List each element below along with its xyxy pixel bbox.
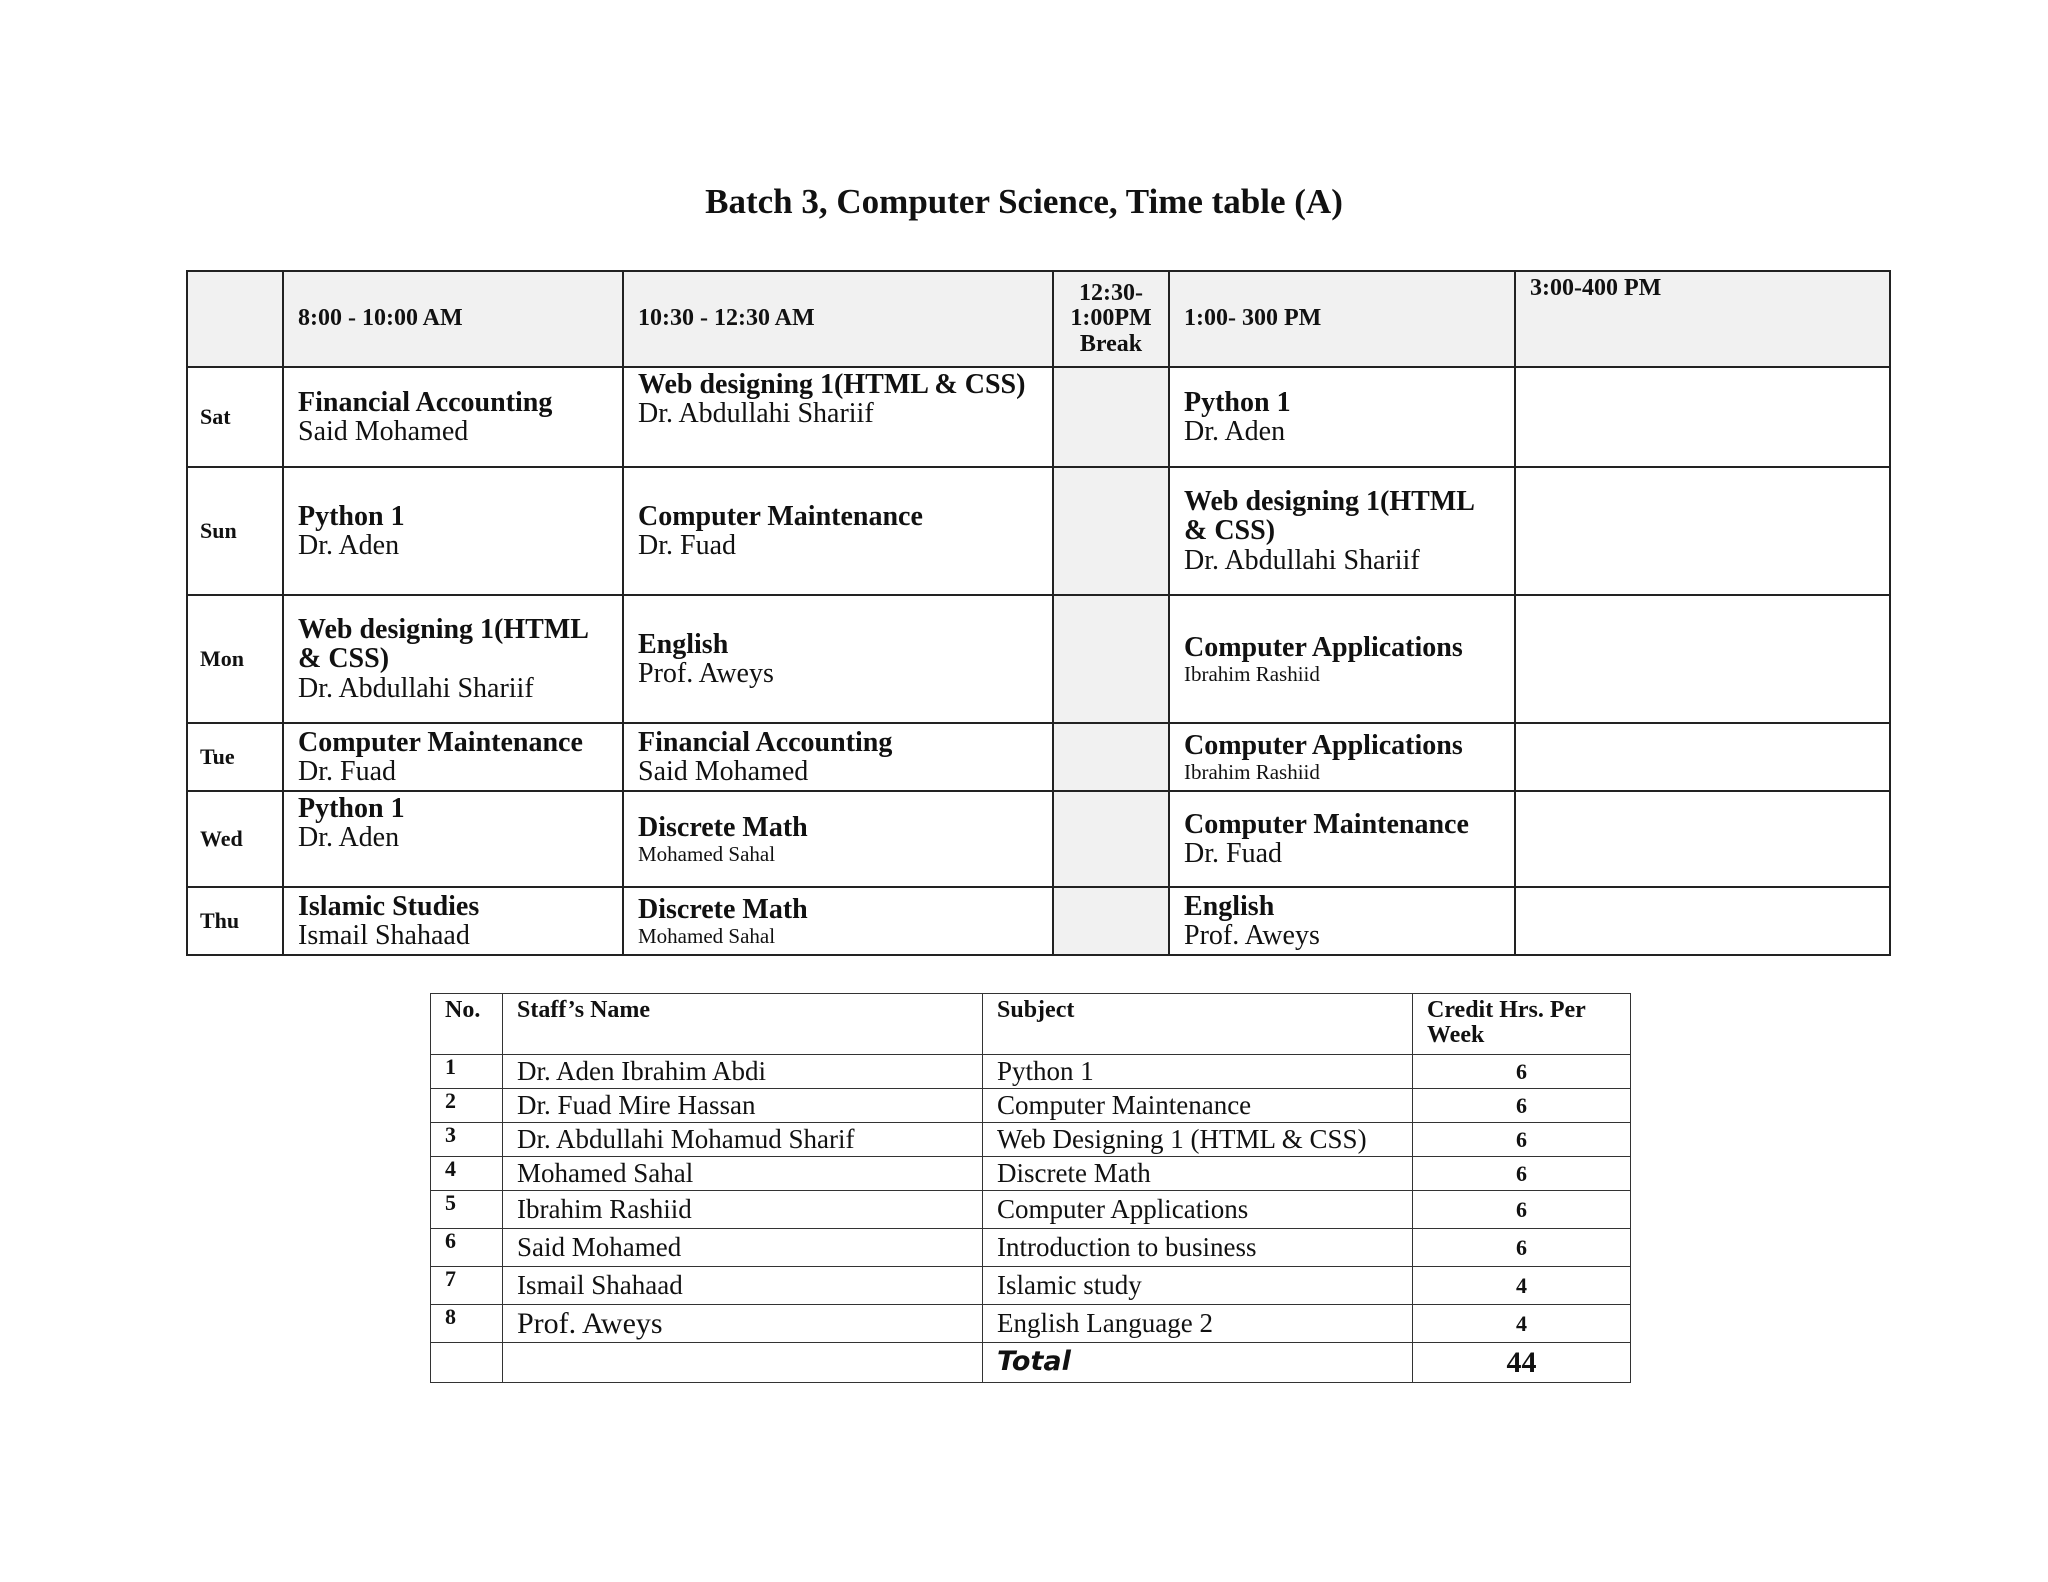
teacher-name: Dr. Aden <box>1184 416 1286 447</box>
day-label: Sun <box>187 467 283 595</box>
empty-cell <box>1515 723 1890 791</box>
teacher-name: Dr. Fuad <box>1184 838 1282 869</box>
subject-name: Web designing 1(HTML & CSS) <box>298 613 588 675</box>
staff-subject: Python 1 <box>983 1055 1413 1089</box>
timetable <box>186 270 1891 956</box>
day-row-sat <box>187 367 1890 467</box>
teacher-name: Mohamed Sahal <box>638 841 776 866</box>
staff-subject: Discrete Math <box>983 1157 1413 1191</box>
column-header: Subject <box>983 994 1413 1055</box>
empty-cell <box>1515 367 1890 467</box>
staff-name: Said Mohamed <box>503 1229 983 1267</box>
day-label: Sat <box>187 367 283 467</box>
class-cell <box>1169 595 1515 723</box>
empty-cell <box>1515 791 1890 887</box>
staff-name: Dr. Fuad Mire Hassan <box>503 1089 983 1123</box>
subject-name: Web designing 1(HTML & CSS) <box>638 369 1026 400</box>
empty-cell <box>1515 887 1890 955</box>
class-cell <box>623 723 1053 791</box>
class-cell <box>283 887 623 955</box>
row-number: 6 <box>431 1229 503 1267</box>
empty-cell <box>431 1343 503 1383</box>
teacher-name: Prof. Aweys <box>1184 920 1320 951</box>
day-label: Thu <box>187 887 283 955</box>
class-cell <box>283 467 623 595</box>
teacher-name: Dr. Abdullahi Shariif <box>298 672 534 704</box>
corner-cell <box>187 271 283 367</box>
subject-name: Computer Applications <box>1184 730 1463 762</box>
total-hours: 44 <box>1413 1343 1631 1383</box>
teacher-name: Ismail Shahaad <box>298 920 470 951</box>
break-cell <box>1053 367 1169 467</box>
teacher-name: Mohamed Sahal <box>638 923 776 948</box>
credit-hours: 6 <box>1413 1055 1631 1089</box>
total-label: Total <box>983 1343 1413 1383</box>
teacher-name: Dr. Fuad <box>638 530 736 561</box>
table-row <box>431 1267 1631 1305</box>
teacher-name: Dr. Abdullahi Shariif <box>1184 544 1420 576</box>
credit-hours: 4 <box>1413 1267 1631 1305</box>
day-row-thu <box>187 887 1890 955</box>
class-cell <box>1169 367 1515 467</box>
subject-name: Discrete Math <box>638 812 808 844</box>
staff-name: Prof. Aweys <box>503 1305 983 1343</box>
class-cell <box>623 367 1053 467</box>
column-header: No. <box>431 994 503 1055</box>
day-row-mon <box>187 595 1890 723</box>
day-label: Tue <box>187 723 283 791</box>
day-row-sun <box>187 467 1890 595</box>
staff-header-row <box>431 994 1631 1055</box>
teacher-name: Said Mohamed <box>298 416 469 447</box>
break-cell <box>1053 467 1169 595</box>
staff-subject: Introduction to business <box>983 1229 1413 1267</box>
day-label: Mon <box>187 595 283 723</box>
empty-cell <box>1515 467 1890 595</box>
page-title: Batch 3, Computer Science, Time table (A) <box>705 182 1343 221</box>
subject-name: English <box>638 628 729 660</box>
staff-table <box>430 993 1631 1383</box>
staff-subject: English Language 2 <box>983 1305 1413 1343</box>
credit-hours: 6 <box>1413 1123 1631 1157</box>
row-number: 1 <box>431 1055 503 1089</box>
staff-name: Dr. Aden Ibrahim Abdi <box>503 1055 983 1089</box>
subject-name: Discrete Math <box>638 894 808 926</box>
subject-name: Computer Maintenance <box>638 500 923 532</box>
row-number: 4 <box>431 1157 503 1191</box>
table-row <box>431 1157 1631 1191</box>
break-header-line: 1:00PM <box>1070 305 1152 332</box>
staff-subject: Web Designing 1 (HTML & CSS) <box>983 1123 1413 1157</box>
day-row-tue <box>187 723 1890 791</box>
empty-cell <box>1515 595 1890 723</box>
teacher-name: Said Mohamed <box>638 756 809 787</box>
column-header: Staff’s Name <box>503 994 983 1055</box>
class-cell <box>283 723 623 791</box>
subject-name: Financial Accounting <box>638 726 893 758</box>
break-cell <box>1053 791 1169 887</box>
class-cell <box>623 791 1053 887</box>
slot-header: 10:30 - 12:30 AM <box>623 271 1053 367</box>
empty-cell <box>503 1343 983 1383</box>
break-cell <box>1053 887 1169 955</box>
credit-hours: 6 <box>1413 1229 1631 1267</box>
class-cell <box>623 887 1053 955</box>
teacher-name: Prof. Aweys <box>638 658 774 689</box>
class-cell <box>623 595 1053 723</box>
table-row <box>431 1123 1631 1157</box>
row-number: 3 <box>431 1123 503 1157</box>
row-number: 2 <box>431 1089 503 1123</box>
teacher-name: Ibrahim Rashiid <box>1184 661 1320 686</box>
subject-name: Computer Maintenance <box>1184 808 1469 840</box>
subject-name: Python 1 <box>298 500 405 532</box>
row-number: 8 <box>431 1305 503 1343</box>
subject-name: English <box>1184 890 1275 922</box>
class-cell <box>283 791 623 887</box>
table-row <box>431 1191 1631 1229</box>
credit-hours: 6 <box>1413 1157 1631 1191</box>
day-row-wed <box>187 791 1890 887</box>
class-cell <box>1169 723 1515 791</box>
class-cell <box>283 595 623 723</box>
class-cell <box>1169 887 1515 955</box>
table-row <box>431 1229 1631 1267</box>
subject-name: Islamic Studies <box>298 890 480 922</box>
credit-hours: 4 <box>1413 1305 1631 1343</box>
subject-name: Financial Accounting <box>298 386 553 418</box>
class-cell <box>1169 791 1515 887</box>
table-row <box>431 1305 1631 1343</box>
staff-name: Ismail Shahaad <box>503 1267 983 1305</box>
subject-name: Python 1 <box>1184 386 1291 418</box>
class-cell <box>623 467 1053 595</box>
teacher-name: Dr. Aden <box>298 530 400 561</box>
slot-header: 1:00- 300 PM <box>1169 271 1515 367</box>
total-row <box>431 1343 1631 1383</box>
staff-name: Mohamed Sahal <box>503 1157 983 1191</box>
teacher-name: Dr. Abdullahi Shariif <box>638 398 874 430</box>
table-row <box>431 1089 1631 1123</box>
break-header-line: Break <box>1079 330 1143 357</box>
staff-subject: Islamic study <box>983 1267 1413 1305</box>
staff-subject: Computer Maintenance <box>983 1089 1413 1123</box>
day-label: Wed <box>187 791 283 887</box>
staff-subject: Computer Applications <box>983 1191 1413 1229</box>
break-cell <box>1053 723 1169 791</box>
slot-header: 3:00-400 PM <box>1515 271 1890 367</box>
teacher-name: Ibrahim Rashiid <box>1184 759 1320 784</box>
subject-name: Computer Maintenance <box>298 726 583 758</box>
credit-hours: 6 <box>1413 1191 1631 1229</box>
break-cell <box>1053 595 1169 723</box>
class-cell <box>283 367 623 467</box>
row-number: 7 <box>431 1267 503 1305</box>
teacher-name: Dr. Aden <box>298 822 400 854</box>
credit-hours: 6 <box>1413 1089 1631 1123</box>
column-header: Credit Hrs. Per Week <box>1413 994 1631 1055</box>
staff-name: Ibrahim Rashiid <box>503 1191 983 1229</box>
timetable-header-row <box>187 271 1890 367</box>
break-header <box>1053 271 1169 367</box>
table-row <box>431 1055 1631 1089</box>
break-header-line: 12:30- <box>1079 280 1143 307</box>
teacher-name: Dr. Fuad <box>298 756 396 787</box>
subject-name: Web designing 1(HTML & CSS) <box>1184 485 1474 547</box>
staff-name: Dr. Abdullahi Mohamud Sharif <box>503 1123 983 1157</box>
subject-name: Python 1 <box>298 793 405 824</box>
class-cell <box>1169 467 1515 595</box>
slot-header: 8:00 - 10:00 AM <box>283 271 623 367</box>
row-number: 5 <box>431 1191 503 1229</box>
subject-name: Computer Applications <box>1184 632 1463 664</box>
